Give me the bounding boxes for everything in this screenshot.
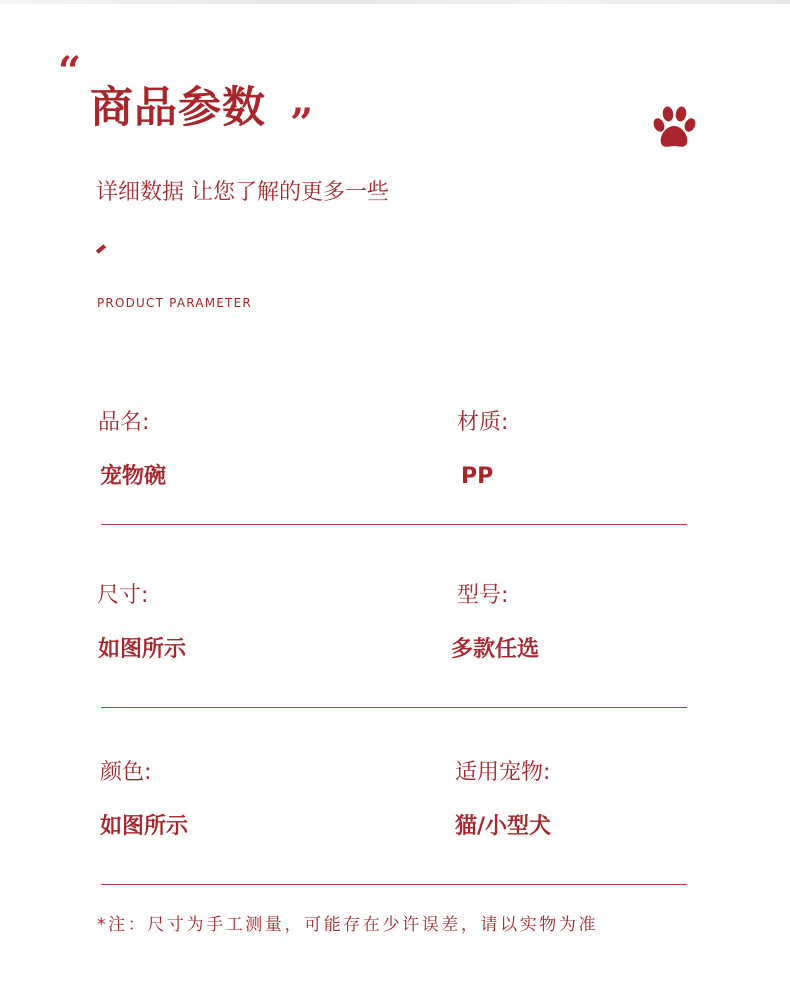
param-value-material: PP <box>461 464 494 489</box>
row-divider <box>101 524 687 525</box>
english-heading: PRODUCT PARAMETER <box>97 296 252 310</box>
param-value-color: 如图所示 <box>100 814 189 839</box>
open-quote-mark: “ <box>58 48 82 95</box>
param-label-size: 尺寸: <box>97 583 149 608</box>
page-subtitle: 详细数据 让您了解的更多一些 <box>96 180 389 205</box>
param-label-name: 品名: <box>98 410 150 435</box>
param-label-color: 颜色: <box>100 760 152 785</box>
top-image-strip <box>0 0 790 4</box>
accent-dash <box>96 244 106 253</box>
measurement-note: *注：尺寸为手工测量，可能存在少许误差，请以实物为准 <box>97 915 599 935</box>
row-divider <box>101 707 687 708</box>
param-label-material: 材质: <box>457 410 509 435</box>
param-value-pet: 猫/小型犬 <box>455 814 552 839</box>
param-value-name: 宠物碗 <box>100 464 167 489</box>
param-value-size: 如图所示 <box>98 637 187 662</box>
param-value-model: 多款任选 <box>451 637 540 662</box>
param-label-pet: 适用宠物: <box>455 760 551 785</box>
page-title: 商品参数 <box>90 83 266 133</box>
row-divider <box>101 884 687 885</box>
paw-icon <box>650 104 698 152</box>
param-label-model: 型号: <box>457 583 509 608</box>
close-quote-mark: ” <box>290 100 314 147</box>
